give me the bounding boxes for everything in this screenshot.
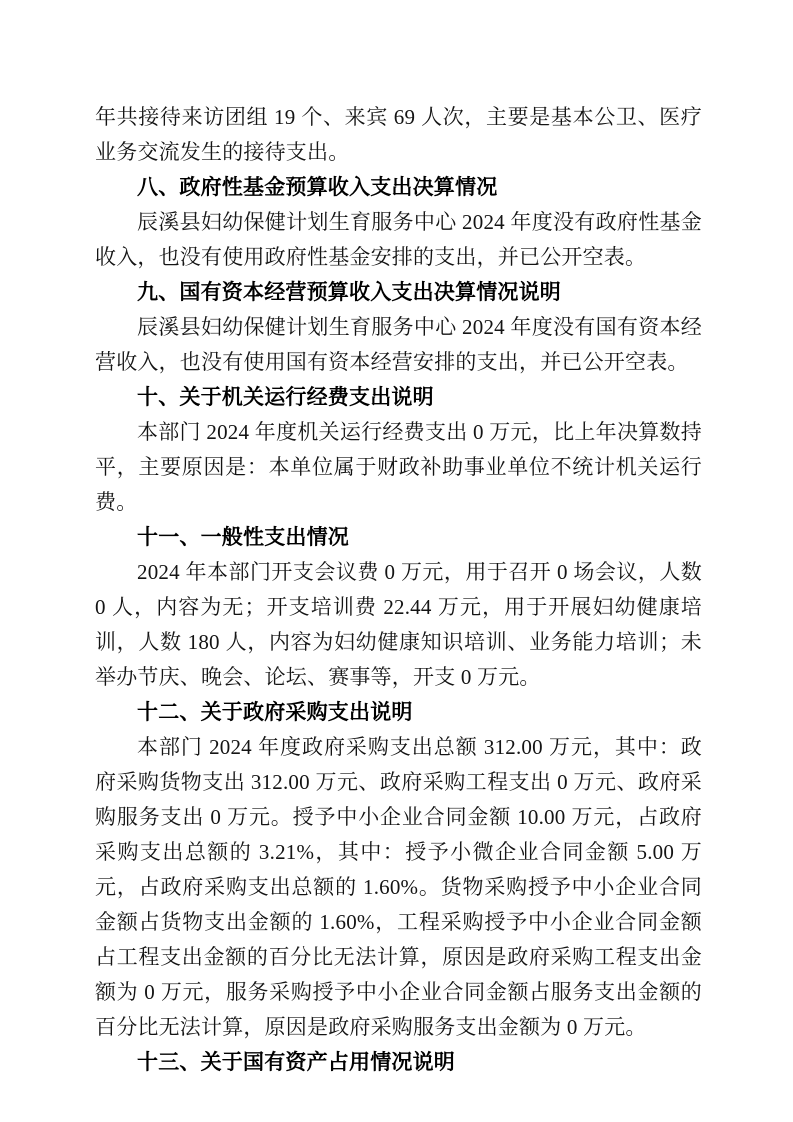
heading-section-12-govt-procurement: 十二、关于政府采购支出说明 [137, 701, 413, 724]
heading-section-10-agency-operating-expense: 十、关于机关运行经费支出说明 [137, 386, 434, 409]
paragraph-reception-expense-continuation: 年共接待来访团组 19 个、来宾 69 人次，主要是基本公卫、医疗业务交流发生的接待支出。 [95, 105, 702, 164]
paragraph-general-expenditure: 2024 年本部门开支会议费 0 万元，用于召开 0 场会议，人数 0 人，内容为无；开支培训费 22.44 万元，用于开展妇幼健康培训，人数 180 人，内容为妇幼健康知识培训、业务能力培训；未举办节庆、晚会、论坛、赛事等，开支 0 万元。 [95, 560, 702, 689]
heading-section-8-govt-fund-budget: 八、政府性基金预算收入支出决算情况 [137, 176, 498, 199]
paragraph-govt-procurement: 本部门 2024 年度政府采购支出总额 312.00 万元，其中：政府采购货物支出 312.00 万元、政府采购工程支出 0 万元、政府采购服务支出 0 万元。授予中小企业合同金额 10.00 万元，占政府采购支出总额的 3.21%，其中：授予小微企业合同金额 5.00 万元，占政府采购支出总额的 1.60%。货物采购授予中小企业合同金额占货物支出金额的 1.60%，工程采购授予中小企业合同金额占工程支出金额的百分比无法计算，原因是政府采购工程支出金额为 0 万元，服务采购授予中小企业合同金额占服务支出金额的百分比无法计算，原因是政府采购服务支出金额为 0 万元。 [95, 735, 702, 1039]
heading-section-9-state-capital-budget: 九、国有资本经营预算收入支出决算情况说明 [137, 281, 561, 304]
heading-section-13-state-asset-occupancy: 十三、关于国有资产占用情况说明 [137, 1051, 455, 1074]
paragraph-agency-operating-expense: 本部门 2024 年度机关运行经费支出 0 万元，比上年决算数持平，主要原因是：本单位属于财政补助事业单位不统计机关运行费。 [95, 420, 702, 514]
paragraph-state-capital-budget: 辰溪县妇幼保健计划生育服务中心 2024 年度没有国有资本经营收入，也没有使用国有资本经营安排的支出，并已公开空表。 [95, 315, 702, 374]
document-content [95, 100, 702, 1080]
paragraph-govt-fund-budget: 辰溪县妇幼保健计划生育服务中心 2024 年度没有政府性基金收入，也没有使用政府性基金安排的支出，并已公开空表。 [95, 210, 702, 269]
heading-section-11-general-expenditure: 十一、一般性支出情况 [137, 526, 349, 549]
